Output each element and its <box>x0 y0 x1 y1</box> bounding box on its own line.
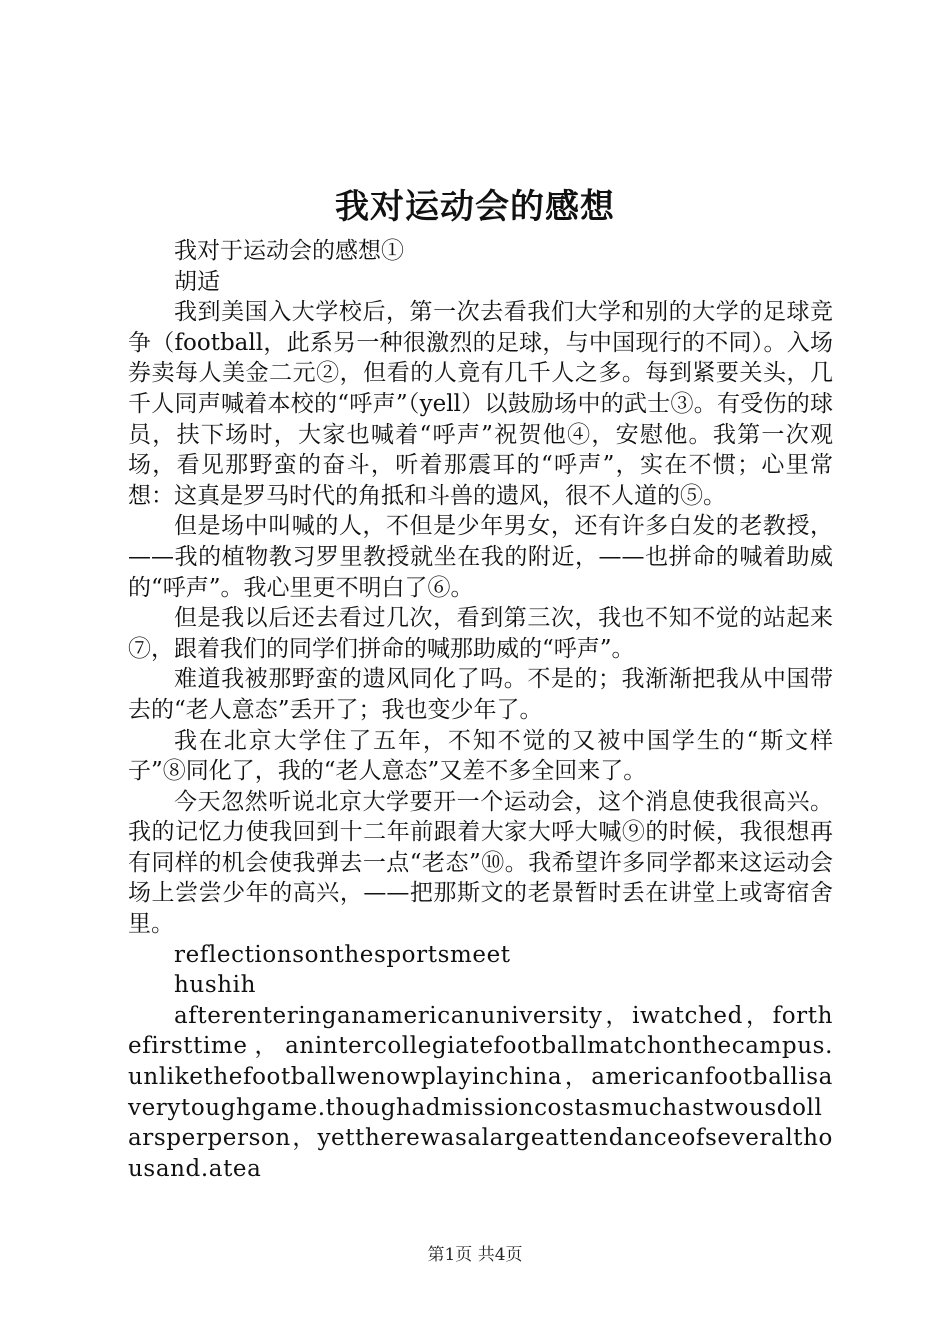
paragraph: 但是我以后还去看过几次，看到第三次，我也不知不觉的站起来⑦，跟着我们的同学们拼命的喊那助威的“呼声”。 <box>128 605 833 662</box>
english-paragraph: afterenteringanamericanuniversity，iwatched，forthefirsttime，anintercollegiatefootballmatchonthecampus.unlikethefootballwenowplayinchina，americanfootballisaverytoughgame.thoughadmissioncostasmuchastwousdollarsperperson，yettherewasalargeattendanceofseveralthousand.atea <box>128 1002 833 1182</box>
paragraph: 难道我被那野蛮的遗风同化了吗。不是的；我渐渐把我从中国带去的“老人意态”丢开了；我也变少年了。 <box>128 666 833 723</box>
paragraph: 今天忽然听说北京大学要开一个运动会，这个消息使我很高兴。我的记忆力使我回到十二年前跟着大家大呼大喊⑨的时候，我很想再有同样的机会使我弹去一点“老态”⑩。我希望许多同学都来这运动会场上尝尝少年的高兴，——把那斯文的老景暂时丢在讲堂上或寄宿舍里。 <box>128 788 833 938</box>
article-heading: 我对于运动会的感想① <box>174 238 404 264</box>
paragraph: 但是场中叫喊的人，不但是少年男女，还有许多白发的老教授，——我的植物教习罗里教授就坐在我的附近，——也拼命的喊着助威的“呼声”。我心里更不明白了⑥。 <box>128 513 833 601</box>
paragraph: 我到美国入大学校后，第一次去看我们大学和别的大学的足球竞争（football，此系另一种很激烈的足球，与中国现行的不同）。入场券卖每人美金二元②，但看的人竟有几千人之多。每到紧要关头，几千人同声喊着本校的“呼声”（yell）以鼓励场中的武士③。有受伤的球员，扶下场时，大家也喊着“呼声”祝贺他④，安慰他。我第一次观场，看见那野蛮的奋斗，听着那震耳的“呼声”，实在不惯；心里常想：这真是罗马时代的角抵和斗兽的遗风，很不人道的⑤。 <box>128 299 833 509</box>
english-heading: reflectionsonthesportsmeet <box>174 941 511 968</box>
page-number: 第1页 共4页 <box>427 1245 523 1265</box>
document-body <box>128 236 833 1184</box>
paragraph: 我在北京大学住了五年，不知不觉的又被中国学生的“斯文样子”⑧同化了，我的“老人意态”又差不多全回来了。 <box>128 727 833 785</box>
article-author: 胡适 <box>174 268 220 295</box>
document-title: 我对运动会的感想 <box>335 187 615 227</box>
english-author: hushih <box>174 972 257 999</box>
